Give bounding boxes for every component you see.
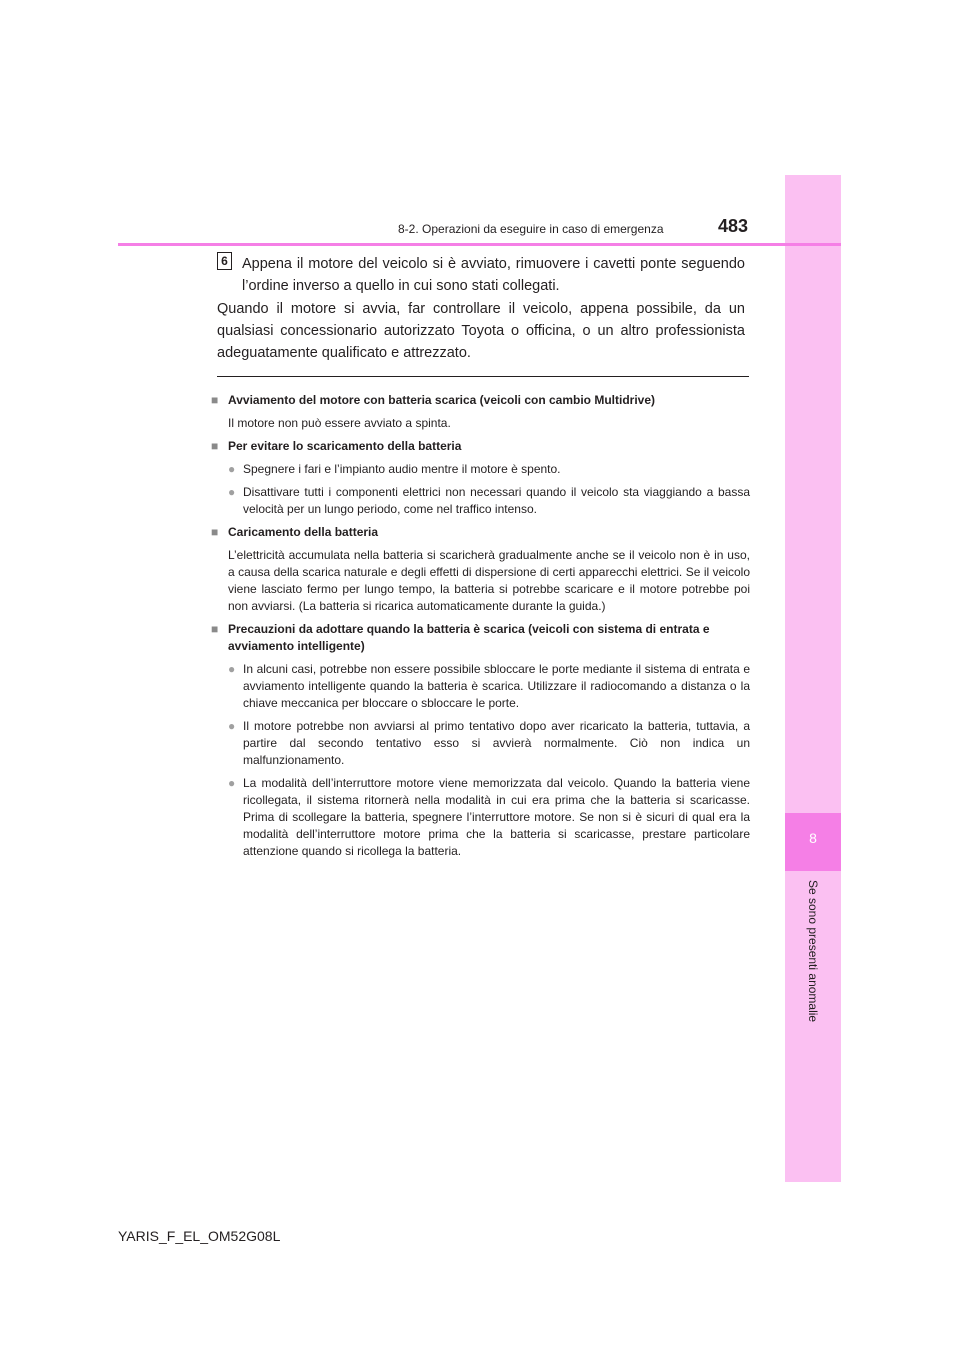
note-title: Per evitare lo scaricamento della batteria <box>228 439 462 453</box>
main-paragraph: Quando il motore si avvia, far controllare il veicolo, appena possibile, da un qualsiasi concessionario autorizzato Toyota o officina, o un altro professionista adeguatamente qualificato e attrezzato. <box>217 301 745 361</box>
chapter-title-vertical <box>785 880 841 1140</box>
square-bullet-icon: ■ <box>211 622 219 636</box>
note-bullet-text: Spegnere i fari e l’impianto audio mentre il motore è spento. <box>243 462 561 476</box>
round-bullet-icon: ● <box>228 485 236 499</box>
chapter-side-tab <box>785 175 841 1182</box>
note-heading <box>211 392 750 409</box>
note-heading <box>211 621 750 655</box>
square-bullet-icon: ■ <box>211 525 219 539</box>
note-bullet-item <box>211 718 750 769</box>
note-bullet-text: La modalità dell’interruttore motore viene memorizzata dal veicolo. Quando la batteria viene ricollegata, il sistema ritornerà nella modalità in cui era prima che la batteria si scaricasse. Prima di scollegare la batteria, spegnere l’interruttore motore. Se non si è sicuri di qual era la modalità dell’interruttore motore prima che la batteria si scaricasse, prestare particolare attenzione quando si ricollega la batteria. <box>243 776 750 858</box>
step-text: Appena il motore del veicolo si è avviato, rimuovere i cavetti ponte seguendo l’ordine inverso a quello in cui sono stati collegati. <box>242 256 745 294</box>
chapter-number: 8 <box>809 830 817 846</box>
note-bullet-item <box>211 484 750 518</box>
note-body: L’elettricità accumulata nella batteria si scaricherà gradualmente anche se il veicolo non è in uso, a causa della scarica naturale e degli effetti di dispersione di certi apparecchi elettrici. Se il veicolo viene lasciato fermo per lungo tempo, la batteria si potrebbe scaricare e il motore potrebbe poi non avviarsi. (La batteria si ricarica automaticamente durante la guida.) <box>228 548 750 613</box>
note-bullet-item <box>211 661 750 712</box>
document-code-footer: YARIS_F_EL_OM52G08L <box>118 1228 281 1244</box>
square-bullet-icon: ■ <box>211 393 219 407</box>
note-title: Precauzioni da adottare quando la batteria è scarica (veicoli con sistema di entrata e avviamento intelligente) <box>228 622 710 653</box>
note-title: Avviamento del motore con batteria scarica (veicoli con cambio Multidrive) <box>228 393 656 407</box>
round-bullet-icon: ● <box>228 776 236 790</box>
page-number: 483 <box>718 216 749 236</box>
chapter-title: Se sono presenti anomalie <box>806 880 820 1023</box>
header-rule <box>118 243 841 246</box>
round-bullet-icon: ● <box>228 462 236 476</box>
note-bullet-text: In alcuni casi, potrebbe non essere possibile sbloccare le porte mediante il sistema di entrata e avviamento intelligente quando la batteria è scarica. Utilizzare il radiocomando a distanza o la chiave meccanica per bloccare o sbloccare le porte. <box>243 662 750 710</box>
notes-section <box>211 386 750 860</box>
round-bullet-icon: ● <box>228 662 236 676</box>
section-title: 8-2. Operazioni da eseguire in caso di emergenza <box>398 222 664 236</box>
note-bullet-item <box>211 775 750 860</box>
square-bullet-icon: ■ <box>211 439 219 453</box>
round-bullet-icon: ● <box>228 719 236 733</box>
note-heading <box>211 524 750 541</box>
note-bullet-text: Il motore potrebbe non avviarsi al primo tentativo dopo aver ricaricato la batteria, tuttavia, a partire dal secondo tentativo esso si avvierà normalmente. Ciò non indica un malfunzionamento. <box>243 719 750 767</box>
note-bullet-text: Disattivare tutti i componenti elettrici non necessari quando il veicolo sta viaggiando a bassa velocità per un lungo periodo, come nel traffico intenso. <box>243 485 750 516</box>
note-body: Il motore non può essere avviato a spinta. <box>228 416 451 430</box>
note-bullet-item <box>211 461 750 478</box>
note-heading <box>211 438 750 455</box>
note-title: Caricamento della batteria <box>228 525 379 539</box>
section-divider <box>217 376 749 377</box>
step-number-box: 6 <box>217 252 232 270</box>
